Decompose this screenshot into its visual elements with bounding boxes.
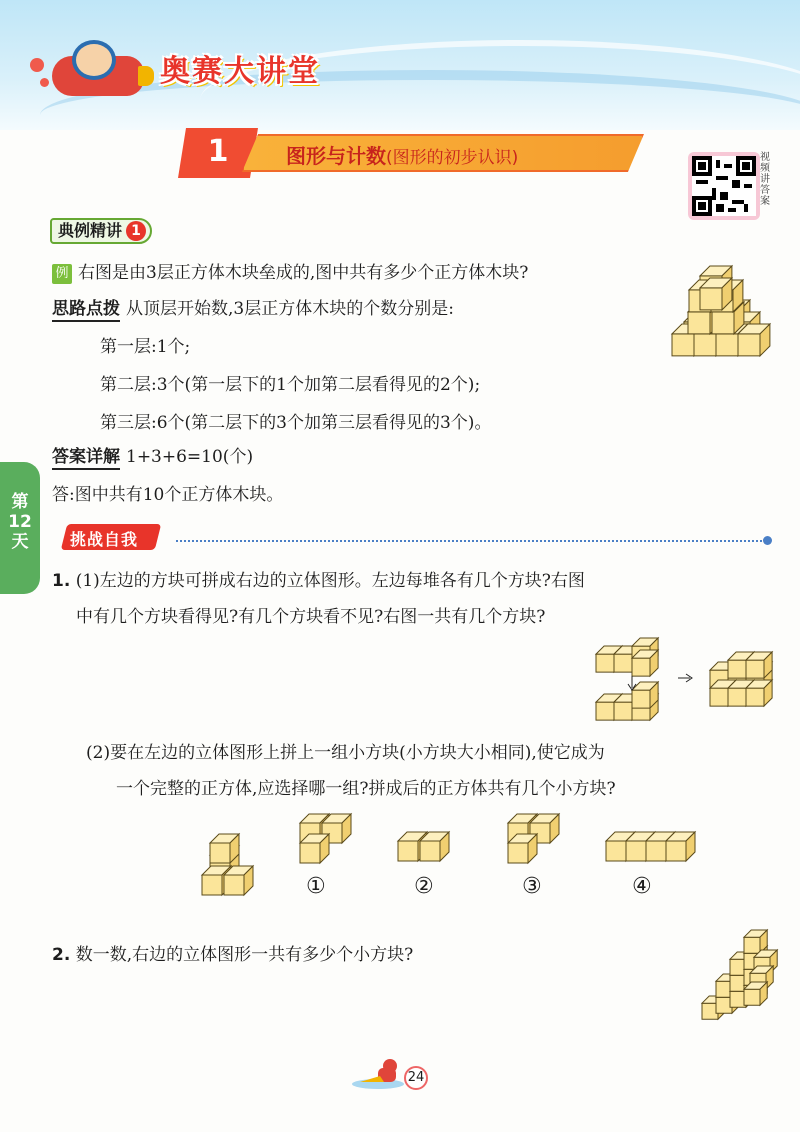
cube-shape: [420, 832, 449, 861]
cube-shape: [224, 866, 253, 895]
layer1-text: 第一层:1个;: [100, 337, 191, 357]
cube-shape: [508, 834, 537, 863]
submarine-mascot-icon: [52, 40, 144, 96]
answer-formula: 1+3+6=10(个): [126, 447, 254, 467]
cube-shape: [632, 682, 658, 708]
option-4-label: ④: [632, 874, 652, 899]
chapter-title: [286, 140, 518, 169]
option-3-label: ③: [522, 874, 542, 899]
problem1-part1-line1: (1)左边的方块可拼成右边的立体图形。左边每堆各有几个方块?右图: [75, 571, 585, 591]
example-badge: 例: [52, 264, 72, 284]
problem1-part1-line2: 中有几个方块看得见?有几个方块看不见?右图一共有几个方块?: [76, 607, 546, 627]
header-banner: [0, 0, 800, 130]
answer-line: [52, 446, 253, 468]
challenge-label: 挑战自我: [70, 530, 139, 549]
cube-shape: [744, 982, 767, 1005]
problem1-part1-figure: [592, 636, 782, 720]
hint-label: 思路点拨: [52, 299, 120, 322]
example-question: [52, 262, 528, 284]
day-side-tab: [0, 462, 40, 594]
cube-shape: [746, 680, 772, 706]
cube-pyramid-figure: [672, 256, 782, 352]
option-1-label: ①: [306, 874, 326, 899]
divider-end-dot: [763, 536, 772, 545]
bubble-decoration: [40, 78, 49, 87]
challenge-header: [58, 522, 170, 552]
qr-label: 视频讲答案: [760, 152, 770, 207]
chapter-header: [178, 128, 648, 178]
answer-label: 答案详解: [52, 447, 120, 470]
bubble-decoration: [30, 58, 44, 72]
problem1-part2-figure: [196, 806, 696, 896]
cube-shape: [738, 324, 770, 356]
cube-shape: [700, 278, 732, 310]
chapter-title-text: 图形与计数: [286, 144, 386, 168]
problem1-part2-line2: 一个完整的正方体,应选择哪一组?拼成后的正方体共有几个小方块?: [116, 779, 616, 799]
cube-shape: [746, 652, 772, 678]
chapter-number: 1: [207, 134, 229, 169]
problem2-figure: [694, 936, 784, 1016]
layer3-text: 第三层:6个(第二层下的3个加第三层看得见的3个)。: [100, 413, 492, 433]
footer-mascot-icon: [350, 1054, 410, 1094]
option-2-label: ②: [414, 874, 434, 899]
problem2-line: [52, 944, 413, 966]
cube-shape: [666, 832, 695, 861]
cube-shape: [632, 650, 658, 676]
right-arrow-icon: [678, 674, 692, 682]
banner-title: 奥赛大讲堂: [160, 54, 320, 89]
example-question-text: 右图是由3层正方体木块垒成的,图中共有多少个正方体木块?: [78, 263, 529, 283]
side-tab-line2: 12: [8, 512, 32, 532]
chapter-subtitle: (图形的初步认识): [386, 148, 519, 168]
problem1-line1: [52, 570, 585, 592]
answer-text: 答:图中共有10个正方体木块。: [52, 485, 284, 505]
hint-line: [52, 298, 454, 320]
problem1-number: 1.: [52, 571, 71, 591]
problem2-text: 数一数,右边的立体图形一共有多少个小方块?: [75, 945, 414, 965]
side-tab-line1: 第: [11, 492, 29, 512]
layer2-text: 第二层:3个(第一层下的1个加第二层看得见的2个);: [100, 375, 481, 395]
example-tag: [50, 218, 152, 244]
side-tab-line3: 天: [11, 532, 29, 552]
cube-shape: [210, 834, 239, 863]
hint-text: 从顶层开始数,3层正方体木块的个数分别是:: [126, 299, 454, 319]
example-tag-number: 1: [126, 221, 146, 241]
qr-code-icon[interactable]: [688, 152, 760, 220]
example-tag-label: 典例精讲: [58, 221, 123, 240]
problem1-part2-line1: (2)要在左边的立体图形上拼上一组小方块(小方块大小相同),使它成为: [86, 743, 605, 763]
problem2-number: 2.: [52, 945, 71, 965]
cube-shape: [300, 834, 329, 863]
page-number: 24: [404, 1066, 428, 1090]
dotted-divider: [176, 540, 766, 542]
